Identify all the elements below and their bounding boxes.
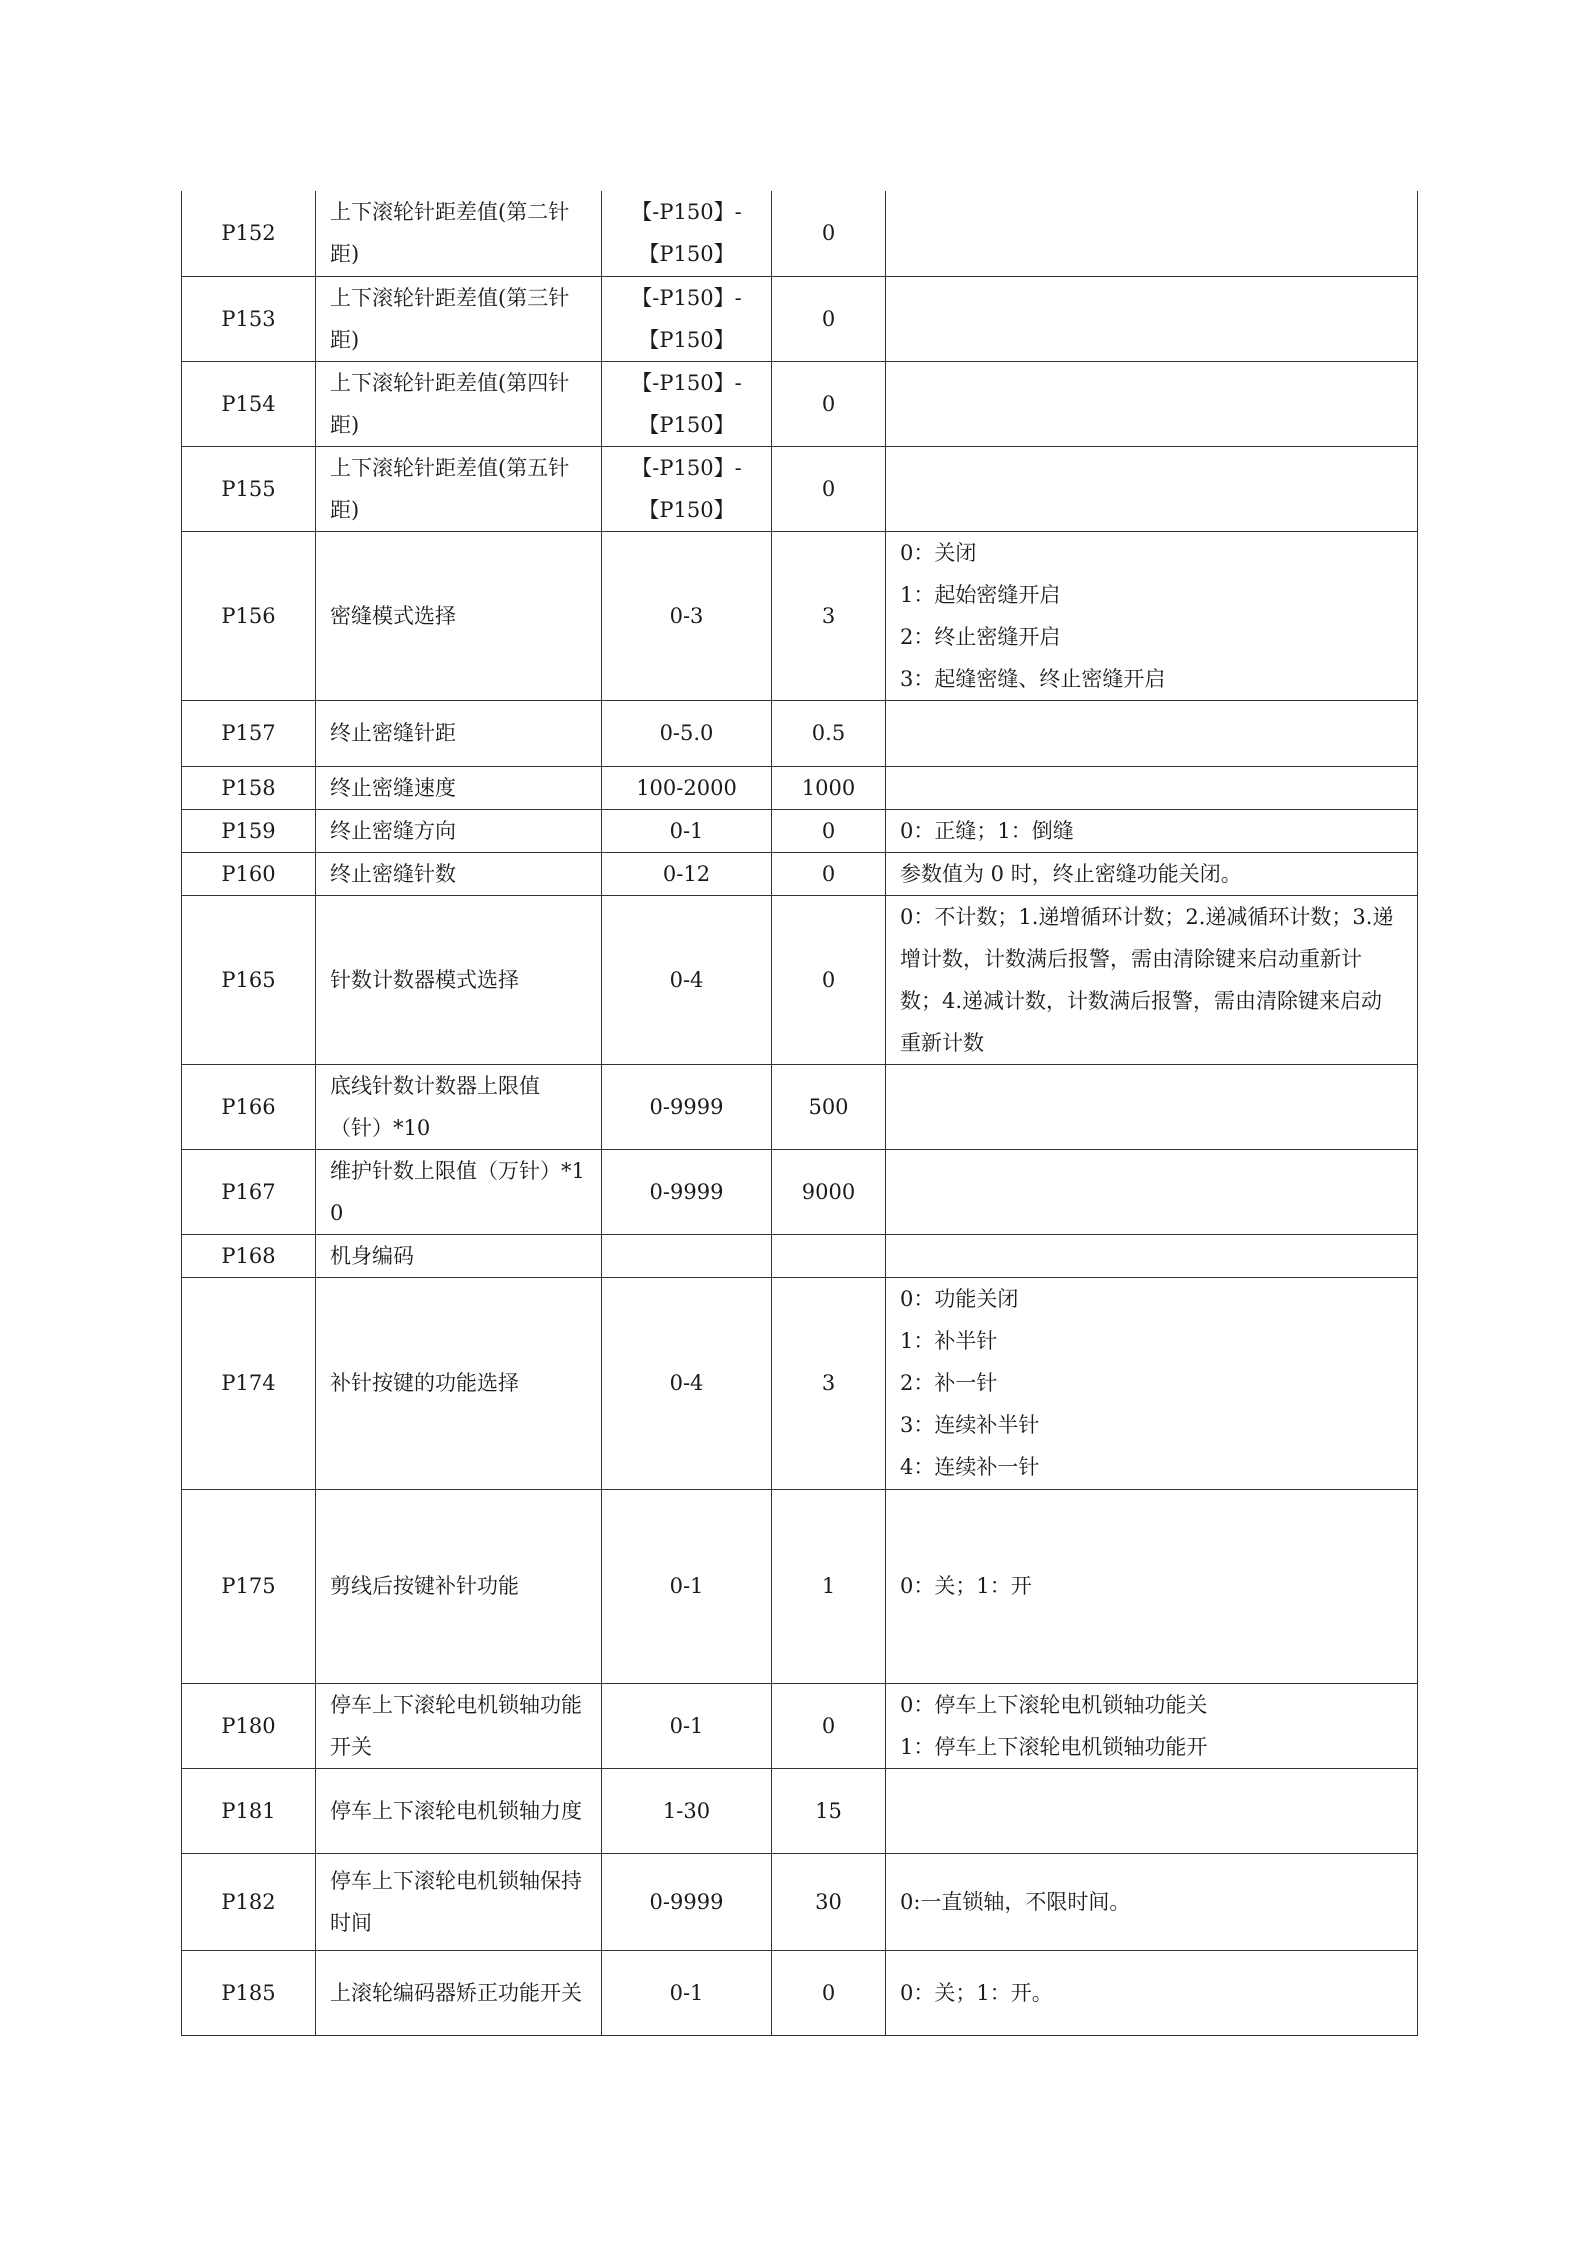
param-range-line: 0-9999 (649, 1889, 724, 1914)
param-name: 密缝模式选择 (316, 531, 602, 700)
table-row (182, 1064, 1418, 1149)
table-row (182, 1683, 1418, 1768)
table-row (182, 700, 1418, 766)
param-name: 补针按键的功能选择 (316, 1277, 602, 1489)
table-row (182, 1234, 1418, 1277)
param-description-line: 4：连续补一针 (900, 1455, 1040, 1479)
param-name: 终止密缝针距 (316, 700, 602, 766)
param-code: P156 (182, 531, 316, 700)
param-default: 3 (772, 1277, 886, 1489)
param-description (886, 1950, 1418, 2035)
param-range (602, 852, 772, 895)
param-name: 停车上下滚轮电机锁轴力度 (316, 1768, 602, 1853)
param-description-line: 2：补一针 (900, 1371, 998, 1395)
param-range (602, 1683, 772, 1768)
param-code: P181 (182, 1768, 316, 1853)
param-description (886, 1277, 1418, 1489)
param-name: 剪线后按键补针功能 (316, 1489, 602, 1683)
param-name: 上下滚轮针距差值(第二针距) (316, 191, 602, 276)
param-name: 上下滚轮针距差值(第五针距) (316, 446, 602, 531)
param-range (602, 1277, 772, 1489)
table-row (182, 1853, 1418, 1950)
param-range (602, 809, 772, 852)
param-description-line: 0：功能关闭 (900, 1287, 1019, 1311)
param-range-line: 【P150】 (638, 327, 735, 352)
param-name: 机身编码 (316, 1234, 602, 1277)
table-row (182, 895, 1418, 1064)
param-description (886, 1149, 1418, 1234)
param-range (602, 700, 772, 766)
table-row (182, 446, 1418, 531)
param-description-line: 1：起始密缝开启 (900, 582, 1061, 607)
param-default: 0 (772, 361, 886, 446)
param-range-line: 0-1 (669, 818, 704, 843)
table-row (182, 276, 1418, 361)
param-description (886, 531, 1418, 700)
param-code: P166 (182, 1064, 316, 1149)
param-code: P175 (182, 1489, 316, 1683)
param-default: 0 (772, 1683, 886, 1768)
param-description (886, 191, 1418, 276)
param-description-line: 1：补半针 (900, 1329, 998, 1353)
param-default: 30 (772, 1853, 886, 1950)
param-code: P185 (182, 1950, 316, 2035)
table-row (182, 852, 1418, 895)
param-range (602, 191, 772, 276)
param-name: 底线针数计数器上限值（针）*10 (316, 1064, 602, 1149)
param-default: 0 (772, 446, 886, 531)
param-name: 上下滚轮针距差值(第四针距) (316, 361, 602, 446)
table-row (182, 361, 1418, 446)
param-code: P152 (182, 191, 316, 276)
param-range (602, 1489, 772, 1683)
param-code: P165 (182, 895, 316, 1064)
param-description (886, 852, 1418, 895)
param-description (886, 361, 1418, 446)
param-description-line: 0：不计数；1.递增循环计数；2.递减循环计数；3.递增计数，计数满后报警，需由清除键来启动重新计数；4.递减计数，计数满后报警，需由清除键来启动重新计数 (900, 904, 1394, 1055)
param-default: 3 (772, 531, 886, 700)
param-description (886, 1064, 1418, 1149)
param-description (886, 895, 1418, 1064)
param-range-line: 0-4 (669, 1371, 704, 1395)
param-range (602, 1768, 772, 1853)
param-default: 9000 (772, 1149, 886, 1234)
param-description-line: 0：关；1：开 (900, 1574, 1032, 1598)
param-default: 0 (772, 852, 886, 895)
param-range-line: 【-P150】- (631, 200, 742, 225)
param-name: 针数计数器模式选择 (316, 895, 602, 1064)
param-code: P168 (182, 1234, 316, 1277)
param-range (602, 276, 772, 361)
param-description-line: 3：连续补半针 (900, 1413, 1040, 1437)
param-range (602, 1950, 772, 2035)
table-row (182, 1149, 1418, 1234)
param-description (886, 809, 1418, 852)
param-description-line: 1：停车上下滚轮电机锁轴功能开 (900, 1734, 1208, 1759)
param-range-line: 【P150】 (638, 497, 735, 522)
param-description (886, 446, 1418, 531)
param-range-line: 0-9999 (649, 1094, 724, 1119)
table-row (182, 191, 1418, 276)
param-description (886, 1768, 1418, 1853)
param-range (602, 1234, 772, 1277)
param-code: P167 (182, 1149, 316, 1234)
table-row (182, 1489, 1418, 1683)
param-code: P160 (182, 852, 316, 895)
param-range (602, 1853, 772, 1950)
param-range-line: 【-P150】- (631, 285, 742, 310)
param-range-line: 0-5.0 (659, 721, 714, 745)
param-code: P157 (182, 700, 316, 766)
param-default: 0 (772, 191, 886, 276)
param-description-line: 0：正缝；1：倒缝 (900, 818, 1074, 843)
param-name: 停车上下滚轮电机锁轴保持时间 (316, 1853, 602, 1950)
param-range-line: 【P150】 (638, 242, 735, 267)
param-description-line: 2：终止密缝开启 (900, 624, 1061, 649)
param-code: P180 (182, 1683, 316, 1768)
param-range-line: 0-1 (669, 1980, 704, 2005)
param-description-line: 0：停车上下滚轮电机锁轴功能关 (900, 1692, 1208, 1717)
param-name: 终止密缝方向 (316, 809, 602, 852)
table-row (182, 766, 1418, 809)
param-default: 0 (772, 276, 886, 361)
param-code: P153 (182, 276, 316, 361)
param-range (602, 766, 772, 809)
param-range (602, 446, 772, 531)
param-code: P154 (182, 361, 316, 446)
param-code: P155 (182, 446, 316, 531)
param-name: 停车上下滚轮电机锁轴功能开关 (316, 1683, 602, 1768)
param-code: P174 (182, 1277, 316, 1489)
param-range (602, 1149, 772, 1234)
param-description (886, 700, 1418, 766)
param-name: 终止密缝速度 (316, 766, 602, 809)
param-range-line: 【-P150】- (631, 370, 742, 395)
param-range (602, 895, 772, 1064)
param-range-line: 0-3 (669, 603, 704, 628)
parameter-table-body (182, 191, 1418, 2035)
param-description (886, 766, 1418, 809)
param-name: 终止密缝针数 (316, 852, 602, 895)
table-row (182, 1950, 1418, 2035)
param-default: 1 (772, 1489, 886, 1683)
param-default: 0.5 (772, 700, 886, 766)
param-default: 0 (772, 895, 886, 1064)
param-code: P159 (182, 809, 316, 852)
param-range-line: 0-1 (669, 1713, 704, 1738)
table-row (182, 1768, 1418, 1853)
param-range-line: 0-9999 (649, 1179, 724, 1204)
parameter-table (181, 191, 1418, 2036)
param-default: 15 (772, 1768, 886, 1853)
param-description (886, 1234, 1418, 1277)
param-range-line: 【P150】 (638, 412, 735, 437)
param-range (602, 1064, 772, 1149)
param-description-line: 0：关；1：开。 (900, 1980, 1053, 2005)
param-name: 维护针数上限值（万针）*10 (316, 1149, 602, 1234)
param-default: 1000 (772, 766, 886, 809)
param-description (886, 1489, 1418, 1683)
param-range-line: 0-12 (662, 861, 711, 886)
param-range (602, 531, 772, 700)
param-range-line: 1-30 (662, 1798, 711, 1823)
param-range-line: 【-P150】- (631, 455, 742, 480)
param-description (886, 1683, 1418, 1768)
param-default: 0 (772, 809, 886, 852)
param-name: 上滚轮编码器矫正功能开关 (316, 1950, 602, 2035)
table-row (182, 531, 1418, 700)
param-default: 500 (772, 1064, 886, 1149)
param-range-line: 0-1 (669, 1574, 704, 1598)
param-description (886, 276, 1418, 361)
param-code: P158 (182, 766, 316, 809)
param-range-line: 100-2000 (636, 775, 737, 800)
param-name: 上下滚轮针距差值(第三针距) (316, 276, 602, 361)
param-description-line: 参数值为 0 时，终止密缝功能关闭。 (900, 861, 1242, 886)
table-row (182, 1277, 1418, 1489)
param-range (602, 361, 772, 446)
param-default: 0 (772, 1950, 886, 2035)
table-row (182, 809, 1418, 852)
param-range-line: 0-4 (669, 967, 704, 992)
param-default (772, 1234, 886, 1277)
param-description-line: 0：关闭 (900, 540, 977, 565)
param-description-line: 0:一直锁轴，不限时间。 (900, 1889, 1131, 1914)
param-code: P182 (182, 1853, 316, 1950)
param-description (886, 1853, 1418, 1950)
param-description-line: 3：起缝密缝、终止密缝开启 (900, 666, 1166, 691)
